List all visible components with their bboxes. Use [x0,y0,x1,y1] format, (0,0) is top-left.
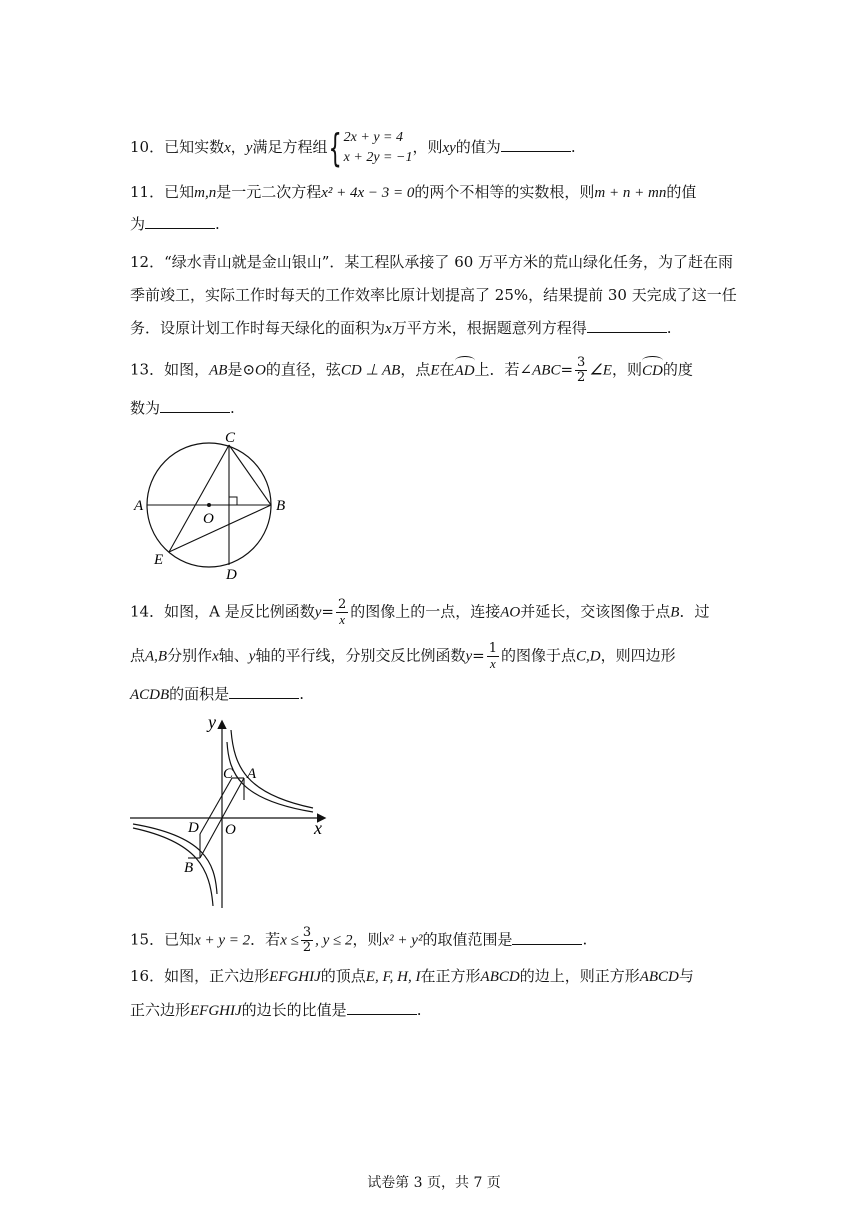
figure-13-circle-diagram [130,428,300,588]
fraction: $\frac{2}{x}$ [337,597,347,627]
question-13: 13．如图，AB是⊙O的直径，弦CD ⊥ AB，点E在AD上．若∠ABC= $\frac{3}{2}$ ∠E，则CD的度 [130,355,693,385]
question-11-cont: 为 . [130,215,220,233]
answer-blank[interactable] [587,318,667,333]
label-y: y [208,712,216,732]
label-c: C [225,430,236,446]
question-16: 16．如图，正六边形EFGHIJ的顶点E, F, H, I在正方形ABCD的边上，则正方形ABCD与 [130,967,694,985]
question-14-line3: ACDB的面积是 . [130,685,304,703]
curve-1-over-x-q1 [227,742,313,812]
arc-cd: CD [641,362,663,379]
label-b: B [276,498,286,514]
question-14: 14．如图，A 是反比例函数y= $\frac{2}{x}$ 的图像上的一点，连接AO并延长，交该图像于点B．过 [130,597,710,627]
label-d: D [226,567,237,583]
question-10: 10．已知实数x，y满足方程组{2x + y = 4 x + 2y = −1，则xy的值为 . [130,126,576,170]
segment-cb [229,445,271,505]
segment-ce [169,445,229,552]
brace-symbol: { [328,126,343,170]
label-a: A [247,766,257,782]
center-dot [207,503,211,507]
fraction: $\frac{3}{2}$ [577,355,586,385]
answer-blank[interactable] [229,684,299,699]
figure-14-hyperbola-diagram [128,712,338,912]
question-12-line2: 季前竣工，实际工作时每天的工作效率比原计划提高了 25%，结果提前 30 天完成了这一任 [130,286,737,304]
equation-system: 2x + y = 4 x + 2y = −1 [343,130,413,165]
question-13-cont: 数为 . [130,399,235,417]
question-15: 15．已知x + y = 2．若x ≤ $\frac{3}{2}$ , y ≤ 2，则x² + y²的取值范围是 . [130,925,588,955]
answer-blank[interactable] [512,930,582,945]
answer-blank[interactable] [160,398,230,413]
label-c: C [223,766,234,782]
question-16-cont: 正六边形EFGHIJ的边长的比值是 . [130,1001,422,1019]
question-14-line2: 点A,B分别作x轴、y轴的平行线，分别交反比例函数y= $\frac{1}{x}$ 的图像于点C,D，则四边形 [130,641,676,671]
curve-2-over-x-q3 [133,828,213,906]
page-footer: 试卷第 3 页，共 7 页 [367,1175,501,1191]
question-12-line1: 12．“绿水青山就是金山银山”．某工程队承接了 60 万平方米的荒山绿化任务，为了赶在雨 [130,253,734,271]
label-b: B [184,860,194,876]
fraction: $\frac{1}{x}$ [488,641,498,671]
question-11: 11．已知m,n是一元二次方程x² + 4x − 3 = 0的两个不相等的实数根，则m + n + mn的值 [130,183,697,201]
curve-2-over-x-q1 [231,730,313,808]
answer-blank[interactable] [347,1000,417,1015]
label-o: O [203,511,214,527]
label-d: D [188,820,199,836]
curve-1-over-x-q3 [133,824,217,894]
fraction: $\frac{3}{2}$ [302,925,312,955]
label-x: x [314,818,322,838]
label-a: A [134,498,144,514]
answer-blank[interactable] [501,137,571,152]
arc-ad: AD [454,362,475,379]
right-angle-mark [229,497,237,505]
label-e: E [154,552,164,568]
question-12-line3: 务．设原计划工作时每天绿化的面积为x万平方米，根据题意列方程得 . [130,319,672,337]
label-o: O [225,822,236,838]
answer-blank[interactable] [145,214,215,229]
